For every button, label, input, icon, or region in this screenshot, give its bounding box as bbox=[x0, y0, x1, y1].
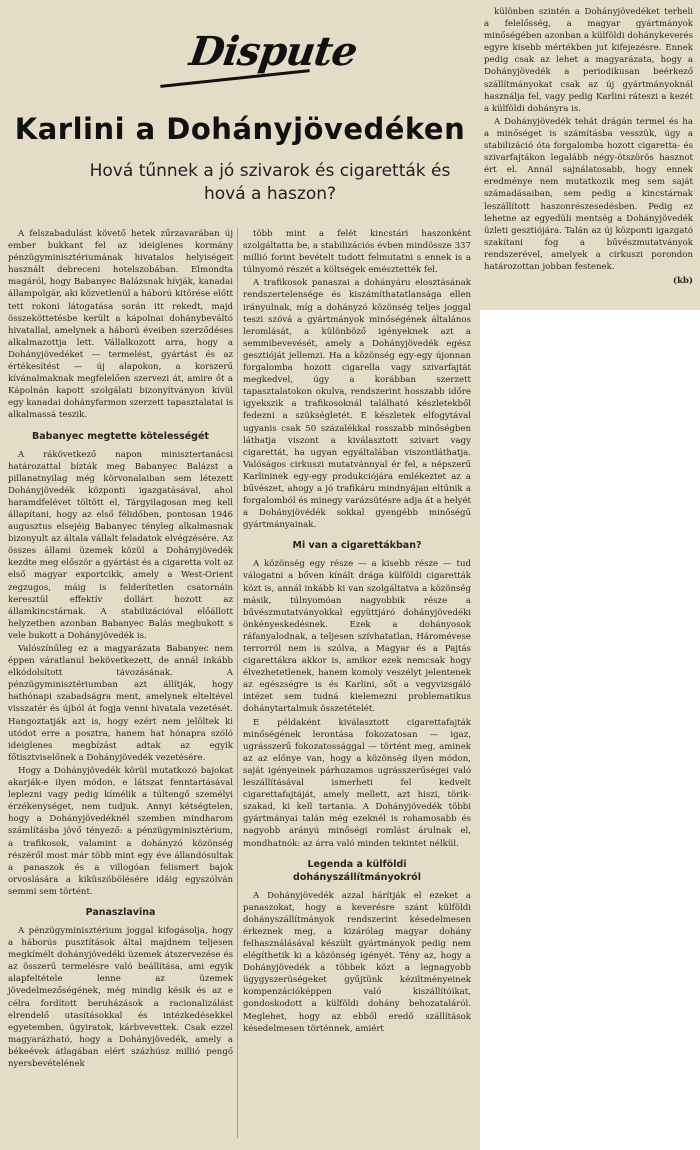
paragraph: E példaként kiválasztott cigarettafajták minőségének lerontása fokozatosan — igaz, ugrásszerű fokozatossággal — történt meg, aminek az az előnye van, hogy a közönség ilyen módon, saját igényeinek párhuzamos ugrásszerűségei való leszállításával ismerheti fel kedvelt cigarettafajtáját, amely mellett, azt hiszi, törik-szakad, ki kell tartania. A Dohányjövedék többi gyártmányai talán még ezeknél is rohamosabb és nagyobb arányú minőségi romlást árulnak el, mondhatnók: az árra való minden tekintet nélkül. bbox=[243, 717, 471, 849]
article-column-3 bbox=[484, 6, 693, 287]
paragraph: több mint a felét kincstári haszonként szolgáltatta be, a stabilizációs évben mindössze 337 millió forint bevételt tudott felmutatni s ennek is a túlnyomó részét a költségek emésztették fel. bbox=[243, 229, 471, 276]
article-column-2 bbox=[243, 228, 471, 1036]
paragraph: Valószínűleg ez a magyarázata Babanyec nem éppen váratlanul bekövetkezett, de annál inkább elkódolsított távozásának. A pénzügyminisztériumban azt állítják, hogy hathónapi szabadságra ment, amelynek elteltével visszatér és újból át fogja venni hivatala vezetését. Hangoztatják azt is, hogy ezért nem jelöltek ki utódot erre a posztra, hanem hat hónapra szóló ideiglenes megbízást adtak az egyik főtisztviselőnek a Dohányjövedék vezetésére. bbox=[8, 644, 233, 763]
paragraph: A Dohányjövedék tehát drágán termel és ha a minőséget is számításba vesszük, úgy a stabilizáció óta forgalomba hozott cigaretta- és szivarfajtákon legalább négy-ötszörös hasznot ért el. Annál sajnálatosabb, hogy ennek eredménye nem mutatkozik meg sem saját számadásaiban, sem pedig a kincstárnak leszállított haszonrészesedésben. Pedig ez lehetne az egyedüli mentség a Dohányjövedék üzleti gesztiójára. Talán az új központi igazgató szakítani fog a bűvészmutatványok rendszerével, amelyek a cirkuszi porondon határozottan jobban festenek. bbox=[484, 116, 693, 272]
section-heading: Mi van a cigarettákban? bbox=[292, 540, 422, 552]
paragraph: A felszabadulást követő hetek zűrzavarában új ember bukkant fel az ideiglenes kormány pénzügyminisztériumának hivatalos helyiségeit használt debreceni hotelszobában. Elmondta magáról, hogy Babanyec Balázsnak hívják, kanadai állampolgár, aki közvetlenül a háború kitörése előtt tett rokoni látogatása során itt rekedt, majd összeköttetésbe került a kápolnai dohánybeváltó hivatallal, amelynek a háború éveiben szerződéses alkalmazottja lett. Vállalkozott arra, hogy a Dohányjövedéket — termelést, gyártást és az értékesítést — új alapokon, a korszerű kívánalmaknak megfelelően szervezi át, amire őt a Kápolnán kapott szolgálati bizonyítványon kívül egy kanadai dohányfarmon szerzett tapasztalatai is alkalmassá teszik. bbox=[8, 229, 233, 421]
paragraph: A közönség egy része — a kisebb része — tud válogatni a bőven kínált drága külföldi cigaretták közt is, annál inkább ki van szolgáltatva a közönség másik, túlnyomóan nagyobbik része a bűvészmutatványokkal együttjáró dohányjövedéki önkényeskedésnek. Ezek a dohányosok ráfanyalodnak, a teljesen szívhatatlan, Háromévese terrorról nem is szólva, a Magyar és a Pajtás cigarettákra akkor is, amikor ezek nemcsak hogy élvezhetetlenek, hanem komoly veszélyt jelentenek az egészségre is és Karlini, sőt a vegyvizsgáló intézet sem tudná kielemezni problematikus dohánytartalmuk összetételét. bbox=[243, 559, 471, 715]
section-heading: Legenda a külföldi dohányszállítmányokról bbox=[293, 858, 421, 883]
article-subheadline: Hová tűnnek a jó szivarok és cigaretták és hová a haszon? bbox=[89, 161, 451, 204]
author-signature: (kb) bbox=[672, 276, 693, 287]
article-column-1 bbox=[8, 228, 233, 1071]
paragraph: különben szintén a Dohányjövedéket terheli a felelősség, a magyar gyártmányok minőségében azonban a külföldi dohánykeverés egyre kisebb mértékben jut kifejezésre. Ennek pedig csak az lehet a magyarázata, hogy a Dohányjövedék a periodikusan beérkező szállítmányokat csak az új gyártmányoknál használja fel, vagy pedig Karlini ráteszi a kezét a külföldi dohányra is. bbox=[484, 7, 693, 114]
paragraph: A rákövetkező napon minisztertanácsi határozattal bízták meg Babanyec Balázst a pillanatnyilag még körvonalaiban sem létezett Dohányjövedék központi igazgatásával, ahol haramdfelévet töltött el, Tárgyilagosan meg kell állapítani, hogy az első félidőben, pontosan 1946 augusztus elsejéig Babanyec tényleg alkalmasnak bizonyult az általa vállalt feladatok elvégzésére. Az összes állami üzemek közül a Dohányjövedék kezdte meg először a gyártást és a cigaretta volt az első magyar exportcikk, amely a West-Orient zegzugos, máig is felderítetlen csatornáin keresztül effektív dollárt hozott az államkincstárnak. A stabilizációval előállott helyzetben azonban Babanyec Balás megbukott s vele bukott a Dohányjövedék is. bbox=[8, 449, 233, 641]
paragraph: A pénzügyminisztérium joggal kifogásolja, hogy a háborús pusztítások által majdnem teljesen megkímélt dohányjövedéki üzemek átszervezése és az összerű termelésre való beállítása, ami egyik alapfeltétele lenne az üzemek jövedelmezőségének, még mindig késik és az e célra fordított beruházások a racionalizálást elrendelő utasításokkal és intézkedésekkel egyetemben, ügyiratok, kárbvevettek. Csak ezzel magyarázható, hogy a Dohányjövedék, amely a békeévek átlagában elért százhúsz millió pengő nyersbevételének bbox=[8, 925, 233, 1069]
column-divider bbox=[237, 228, 238, 1138]
section-heading: Babanyec megtette kötelességét bbox=[32, 430, 209, 442]
article-headline: Karlini a Dohányjövedéken bbox=[14, 112, 466, 146]
section-masthead bbox=[160, 22, 360, 92]
masthead-title: Dispute bbox=[186, 28, 360, 75]
paragraph: A trafikosok panaszai a dohányáru elosztásának rendszertelensége és kiszámíthatatlansága ellen irányulnak, míg a dohányzó közönség teljes joggal teszi szóvá a gyártmányok minőségének általános leromlását, a különböző igényeknek azt a semmibevevését, amely a Dohányjövedék egész gesztióját jellemzi. Ha a közönség egy-egy újonnan forgalomba hozott cigarella vagy szivarfajtát megkedvel, úgy a korábban szerzett tapasztalatokon okulva, rendszerint hosszabb időre igyekszik a trafikosoknál található készletekből fedezni a szükségletét. E készletek elfogytával ugyanis csak 50 százalékkal rosszabb minőségben láthatja viszont a kiválasztott szivart vagy cigarettát, ha ugyan egyáltalában viszontláthatja. Valóságos cirkuszi mutatvánnyal ér fel, a népszerű Karlininek egy-egy produkciójára emlékeztet az a bűvészet, ahogy a jó trafikáru mindnyájan eltűnik a forgalomból és minegy varázsütésre adja át a helyét a Dohányjövédék sokkal gyengébb minőségű gyártmányainak. bbox=[243, 278, 471, 531]
paragraph: A Dohányjövedék azzal hárítják el ezeket a panaszokat, hogy a keverésre szánt külföldi dohányszállítmányok rendszerint késedelmesen érkeznek meg, a kizárólag magyar dohány felhasználásával készült gyártmányok pedig nem elégíthetik ki a közönség igényét. Tény az, hogy a Dohányjövedék a többek közt a legnagyobb ügygyszerüségeket gyűjtünk kéziltményeinek kompenzációképpen való kiszállítóikat, gondoskodott a külföldi dohány behozataláról. Meglehet, hogy az ebből eredő szállítások késedelmesen történnek, amiért bbox=[243, 890, 471, 1034]
section-heading: Panaszlavina bbox=[85, 906, 156, 918]
paragraph: Hogy a Dohányjövedék körül mutatkozó bajokat akarják-e ilyen módon, e látszat fenntartásával leplezni vagy pedig kímélik a túltengő személyi érzékenységet, nem tudjuk. Annyi kétségtelen, hogy a Dohányjövedéknél szemben mindharom számlításba jövő tényező: a pénzügyminisztérium, a trafikosok, valamint a dohányzó közönség részéről most már több mint egy éve állandósultak a panaszok és a villogóan felismert bajok orvoslására a kiküszöbölésére idáig egyszólván semmi sem történt. bbox=[8, 765, 233, 897]
